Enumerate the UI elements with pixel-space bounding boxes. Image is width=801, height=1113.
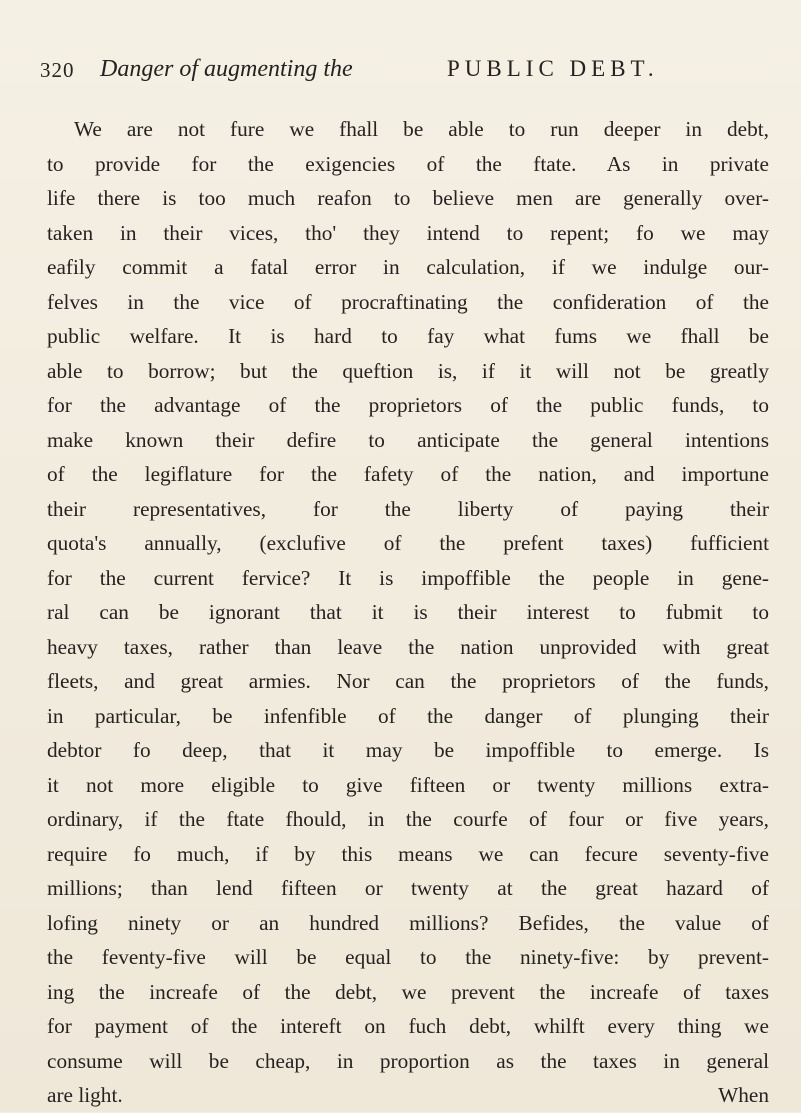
text-line: in particular, be infenfible of the danger of plunging their <box>47 703 769 728</box>
text-line: ral can be ignorant that it is their interest to fubmit to <box>47 600 769 624</box>
text-line: to provide for the exigencies of the ftate. As in private <box>47 151 769 176</box>
text-line: quota's annually, (exclufive of the prefent taxes) fufficient <box>47 531 769 555</box>
text-line: ordinary, if the ftate fhould, in the courfe of four or five years, <box>47 807 769 831</box>
text-line: millions; than lend fifteen or twenty at the great hazard of <box>47 876 769 900</box>
text-line: taken in their vices, tho' they intend to repent; fo we may <box>47 220 769 245</box>
text-line: eafily commit a fatal error in calculation, if we indulge our- <box>47 255 769 279</box>
text-line: ing the increafe of the debt, we prevent the increafe of taxes <box>47 979 769 1004</box>
text-line: make known their defire to anticipate the general intentions <box>47 427 769 452</box>
text-line: life there is too much reafon to believe men are generally over- <box>47 186 769 210</box>
text-line: fleets, and great armies. Nor can the proprietors of the funds, <box>47 669 769 693</box>
running-header <box>40 48 760 88</box>
text-line: require fo much, if by this means we can fecure seventy-five <box>47 841 769 866</box>
final-line <box>47 1078 769 1113</box>
page-number: 320 <box>40 58 75 82</box>
body-text <box>47 112 769 1113</box>
text-line: their representatives, for the liberty of paying their <box>47 496 769 521</box>
running-title-italic: Danger of augmenting the <box>100 56 353 82</box>
text-line: the feventy-five will be equal to the ninety-five: by prevent- <box>47 945 769 969</box>
text-line-end: are light. <box>47 1083 123 1107</box>
text-line: lofing ninety or an hundred millions? Befides, the value of <box>47 910 769 935</box>
text-line: public welfare. It is hard to fay what fums we fhall be <box>47 324 769 348</box>
text-line: able to borrow; but the queftion is, if it will not be greatly <box>47 358 769 383</box>
text-line: for the advantage of the proprietors of the public funds, to <box>47 393 769 417</box>
text-line: felves in the vice of procraftinating the confideration of the <box>47 289 769 314</box>
text-line: heavy taxes, rather than leave the nation unprovided with great <box>47 634 769 659</box>
text-line: consume will be cheap, in proportion as the taxes in general <box>47 1048 769 1073</box>
catchword: When <box>718 1083 769 1107</box>
running-title-caps: PUBLIC DEBT. <box>447 56 659 81</box>
text-line: for payment of the intereft on fuch debt, whilft every thing we <box>47 1014 769 1038</box>
text-line: for the current fervice? It is impoffible the people in gene- <box>47 565 769 590</box>
text-line: We are not fure we fhall be able to run deeper in debt, <box>74 117 769 141</box>
text-line: debtor fo deep, that it may be impoffible to emerge. Is <box>47 738 769 762</box>
text-line: of the legiflature for the fafety of the nation, and importune <box>47 462 769 486</box>
text-line: it not more eligible to give fifteen or twenty millions extra- <box>47 772 769 797</box>
